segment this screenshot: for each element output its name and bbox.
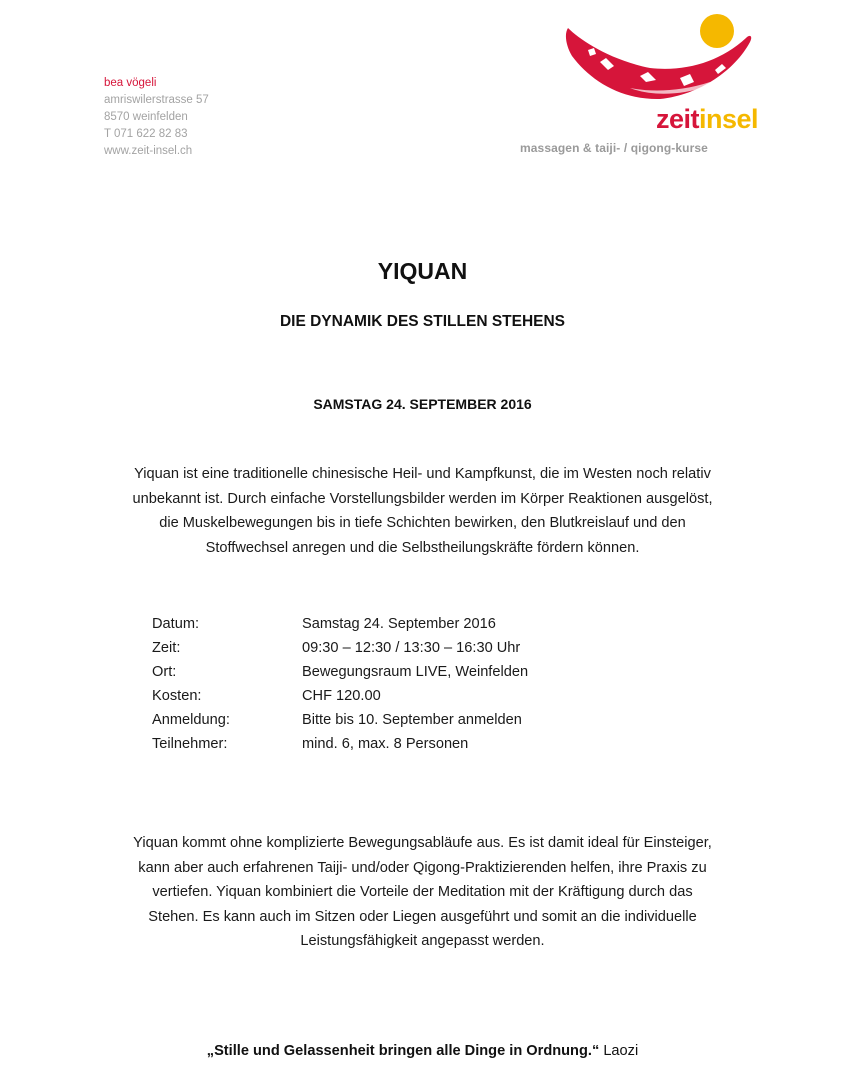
quote-text: „Stille und Gelassenheit bringen alle Dinge in Ordnung.“ xyxy=(206,1043,600,1059)
detail-label: Ort: xyxy=(152,664,177,680)
document-subtitle: DIE DYNAMIK DES STILLEN STEHENS xyxy=(279,313,566,330)
detail-row-ort xyxy=(152,660,528,684)
sender-street: amriswilerstrasse 57 xyxy=(104,94,209,106)
detail-value: mind. 6, max. 8 Personen xyxy=(302,736,469,752)
detail-value: CHF 120.00 xyxy=(302,688,381,704)
body-line: Stehen. Es kann auch im Sitzen oder Liegen ausgeführt und somit an die individuelle xyxy=(148,908,697,925)
body-paragraph xyxy=(90,831,755,954)
body-line: Leistungsfähigkeit angepasst werden. xyxy=(300,933,545,949)
sender-name: bea vögeli xyxy=(104,77,157,89)
logo-graphic xyxy=(510,0,800,110)
event-date-heading: SAMSTAG 24. SEPTEMBER 2016 xyxy=(313,396,532,412)
sender-city: 8570 weinfelden xyxy=(104,111,188,123)
body-line: Yiquan kommt ohne komplizierte Bewegungsabläufe aus. Es ist damit ideal für Einsteiger, xyxy=(133,835,712,851)
detail-value: Bewegungsraum LIVE, Weinfelden xyxy=(302,664,529,680)
intro-line: Yiquan ist eine traditionelle chinesische Heil- und Kampfkunst, die im Westen noch relativ xyxy=(134,466,711,482)
detail-row-anmeldung xyxy=(152,708,528,732)
detail-value: 09:30 – 12:30 / 13:30 – 16:30 Uhr xyxy=(302,640,521,656)
sender-phone: T 071 622 82 83 xyxy=(104,128,188,140)
logo-word-zeit: zeit xyxy=(656,104,700,134)
closing-quote xyxy=(0,1043,845,1059)
intro-line: unbekannt ist. Durch einfache Vorstellungsbilder werden im Körper Reaktionen ausgelöst, xyxy=(132,490,713,507)
document-title: YIQUAN xyxy=(377,258,468,284)
detail-label: Datum: xyxy=(152,616,200,632)
detail-label: Anmeldung: xyxy=(152,712,230,728)
body-line: kann aber auch erfahrenen Taiji- und/oder Qigong-Praktizierenden helfen, ihre Praxis zu xyxy=(138,859,707,876)
detail-value: Bitte bis 10. September anmelden xyxy=(302,712,522,728)
sun-icon xyxy=(700,14,734,48)
quote-author: Laozi xyxy=(603,1043,639,1059)
body-line: vertiefen. Yiquan kombiniert die Vorteile der Meditation mit der Kräftigung durch das xyxy=(152,884,693,900)
detail-row-zeit xyxy=(152,636,528,660)
detail-row-teilnehmer xyxy=(152,732,528,756)
sender-address xyxy=(104,75,209,160)
detail-label: Zeit: xyxy=(152,640,181,656)
detail-row-kosten xyxy=(152,684,528,708)
logo-wordmark xyxy=(656,104,758,134)
intro-paragraph xyxy=(90,462,755,560)
event-details xyxy=(152,612,528,756)
detail-row-datum xyxy=(152,612,528,636)
sender-website: www.zeit-insel.ch xyxy=(104,145,193,157)
logo-tagline: massagen & taiji- / qigong-kurse xyxy=(520,141,708,155)
intro-line: die Muskelbewegungen bis in tiefe Schichten bewirken, den Blutkreislauf und den xyxy=(159,515,686,531)
detail-label: Teilnehmer: xyxy=(152,736,228,752)
detail-label: Kosten: xyxy=(152,688,202,704)
logo-word-insel: insel xyxy=(699,104,759,134)
intro-line: Stoffwechsel anregen und die Selbstheilungskräfte fördern können. xyxy=(205,539,640,556)
detail-value: Samstag 24. September 2016 xyxy=(302,616,496,632)
